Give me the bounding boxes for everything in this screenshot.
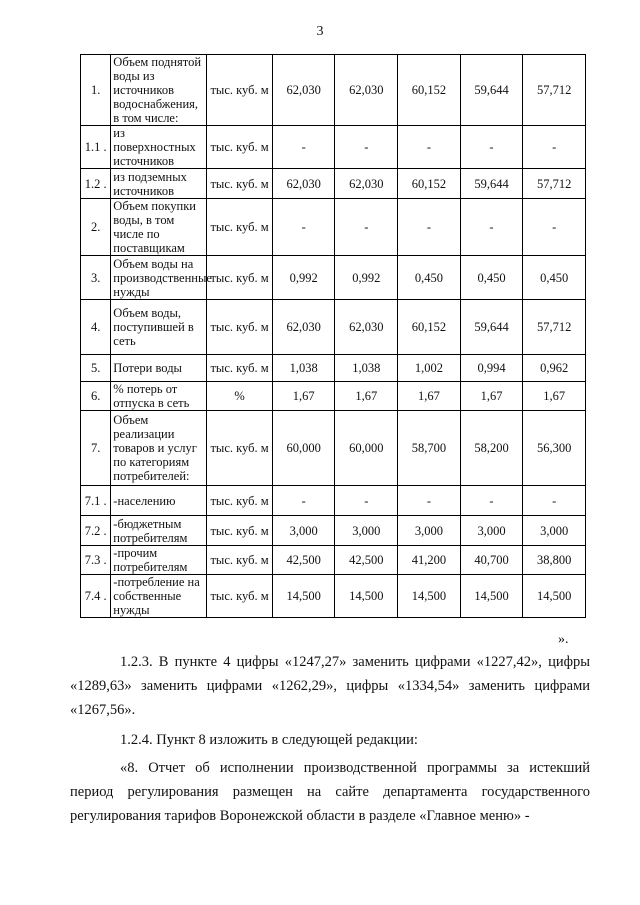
production-program-table [80, 54, 586, 618]
page-number: 3 [316, 24, 324, 39]
closing-quote: ». [558, 632, 569, 647]
row-value: 57,712 [523, 300, 586, 355]
row-unit: тыс. куб. м [207, 575, 273, 618]
row-value: 41,200 [398, 546, 461, 575]
row-value: 3,000 [335, 516, 398, 546]
row-value: - [272, 126, 335, 169]
row-name: Объем покупки воды, в том числе по поставщикам [111, 199, 207, 256]
row-name: -населению [111, 486, 207, 516]
row-number: 5. [81, 355, 111, 382]
row-number: 7.1 . [81, 486, 111, 516]
row-value: 60,152 [398, 55, 461, 126]
row-value: 3,000 [460, 516, 523, 546]
row-number: 3. [81, 256, 111, 300]
row-number: 1.2 . [81, 169, 111, 199]
row-name: -прочим потребителям [111, 546, 207, 575]
row-unit: тыс. куб. м [207, 516, 273, 546]
table-row [81, 126, 586, 169]
row-value: 0,992 [335, 256, 398, 300]
row-value: 62,030 [272, 169, 335, 199]
row-unit: тыс. куб. м [207, 55, 273, 126]
row-number: 7.2 . [81, 516, 111, 546]
paragraph-item-8: «8. Отчет об исполнении производственной программы за истекший период регулирования размещен на сайте департамента государственного регулирования тарифов Воронежской области в разделе «Главное меню» - [70, 760, 590, 824]
row-value: 1,002 [398, 355, 461, 382]
row-value: - [398, 126, 461, 169]
row-value: - [460, 486, 523, 516]
row-unit: тыс. куб. м [207, 126, 273, 169]
row-value: - [272, 486, 335, 516]
row-value: - [335, 199, 398, 256]
row-number: 6. [81, 382, 111, 411]
row-name: % потерь от отпуска в сеть [111, 382, 207, 411]
row-value: 58,200 [460, 411, 523, 486]
row-unit: тыс. куб. м [207, 355, 273, 382]
row-value: 0,450 [523, 256, 586, 300]
table-row [81, 546, 586, 575]
row-value: - [335, 126, 398, 169]
row-unit: тыс. куб. м [207, 486, 273, 516]
row-name: -бюджетным потребителям [111, 516, 207, 546]
row-number: 1. [81, 55, 111, 126]
row-value: 1,67 [272, 382, 335, 411]
row-number: 7.3 . [81, 546, 111, 575]
row-value: 60,000 [335, 411, 398, 486]
row-value: - [272, 199, 335, 256]
row-unit: % [207, 382, 273, 411]
row-value: - [460, 126, 523, 169]
table-row [81, 169, 586, 199]
row-value: 1,67 [398, 382, 461, 411]
row-value: 62,030 [335, 169, 398, 199]
row-name: -потребление на собственные нужды [111, 575, 207, 618]
row-unit: тыс. куб. м [207, 300, 273, 355]
row-value: 1,038 [335, 355, 398, 382]
row-unit: тыс. куб. м [207, 411, 273, 486]
row-number: 7.4 . [81, 575, 111, 618]
row-value: - [335, 486, 398, 516]
row-value: 0,962 [523, 355, 586, 382]
row-value: 14,500 [523, 575, 586, 618]
table-row [81, 486, 586, 516]
table-row [81, 256, 586, 300]
row-value: 62,030 [335, 55, 398, 126]
row-value: 42,500 [272, 546, 335, 575]
row-value: 58,700 [398, 411, 461, 486]
table-row [81, 516, 586, 546]
row-number: 2. [81, 199, 111, 256]
row-value: 1,67 [335, 382, 398, 411]
row-unit: тыс. куб. м [207, 169, 273, 199]
row-value: 38,800 [523, 546, 586, 575]
row-value: - [523, 486, 586, 516]
row-value: 14,500 [460, 575, 523, 618]
row-name: Объем поднятой воды из источников водоснабжения, в том числе: [111, 55, 207, 126]
row-value: 62,030 [272, 55, 335, 126]
row-value: 14,500 [335, 575, 398, 618]
row-value: 14,500 [398, 575, 461, 618]
row-value: - [460, 199, 523, 256]
paragraph-1-2-4: 1.2.4. Пункт 8 изложить в следующей редакции: [120, 732, 418, 748]
row-value: - [523, 126, 586, 169]
table-row [81, 300, 586, 355]
row-value: 0,994 [460, 355, 523, 382]
row-value: 0,450 [460, 256, 523, 300]
row-value: 1,67 [460, 382, 523, 411]
table-row [81, 55, 586, 126]
row-name: Объем воды на производственные нужды [111, 256, 207, 300]
row-name: Объем воды, поступившей в сеть [111, 300, 207, 355]
row-number: 4. [81, 300, 111, 355]
row-value: - [398, 486, 461, 516]
row-value: 62,030 [335, 300, 398, 355]
row-value: 42,500 [335, 546, 398, 575]
table-row [81, 411, 586, 486]
row-value: 60,000 [272, 411, 335, 486]
row-value: 60,152 [398, 169, 461, 199]
row-value: 60,152 [398, 300, 461, 355]
table-row [81, 199, 586, 256]
row-value: 40,700 [460, 546, 523, 575]
row-value: 56,300 [523, 411, 586, 486]
row-number: 1.1 . [81, 126, 111, 169]
row-value: 59,644 [460, 300, 523, 355]
row-value: 14,500 [272, 575, 335, 618]
table-row [81, 355, 586, 382]
row-value: 1,038 [272, 355, 335, 382]
row-value: 3,000 [523, 516, 586, 546]
row-name: из подземных источников [111, 169, 207, 199]
row-unit: тыс. куб. м [207, 199, 273, 256]
row-value: - [523, 199, 586, 256]
row-value: 3,000 [398, 516, 461, 546]
row-value: 59,644 [460, 169, 523, 199]
row-value: 0,992 [272, 256, 335, 300]
row-value: 1,67 [523, 382, 586, 411]
row-value: - [398, 199, 461, 256]
row-value: 62,030 [272, 300, 335, 355]
row-value: 59,644 [460, 55, 523, 126]
row-value: 3,000 [272, 516, 335, 546]
row-value: 0,450 [398, 256, 461, 300]
row-value: 57,712 [523, 169, 586, 199]
row-name: из поверхностных источников [111, 126, 207, 169]
row-name: Объем реализации товаров и услуг по категориям потребителей: [111, 411, 207, 486]
table-row [81, 575, 586, 618]
table-row [81, 382, 586, 411]
row-unit: тыс. куб. м [207, 546, 273, 575]
row-unit: тыс. куб. м [207, 256, 273, 300]
row-name: Потери воды [111, 355, 207, 382]
row-value: 57,712 [523, 55, 586, 126]
paragraph-1-2-3: 1.2.3. В пункте 4 цифры «1247,27» заменить цифрами «1227,42», цифры «1289,63» заменить цифрами «1262,29», цифры «1334,54» заменить цифрами «1267,56». [70, 654, 590, 718]
row-number: 7. [81, 411, 111, 486]
